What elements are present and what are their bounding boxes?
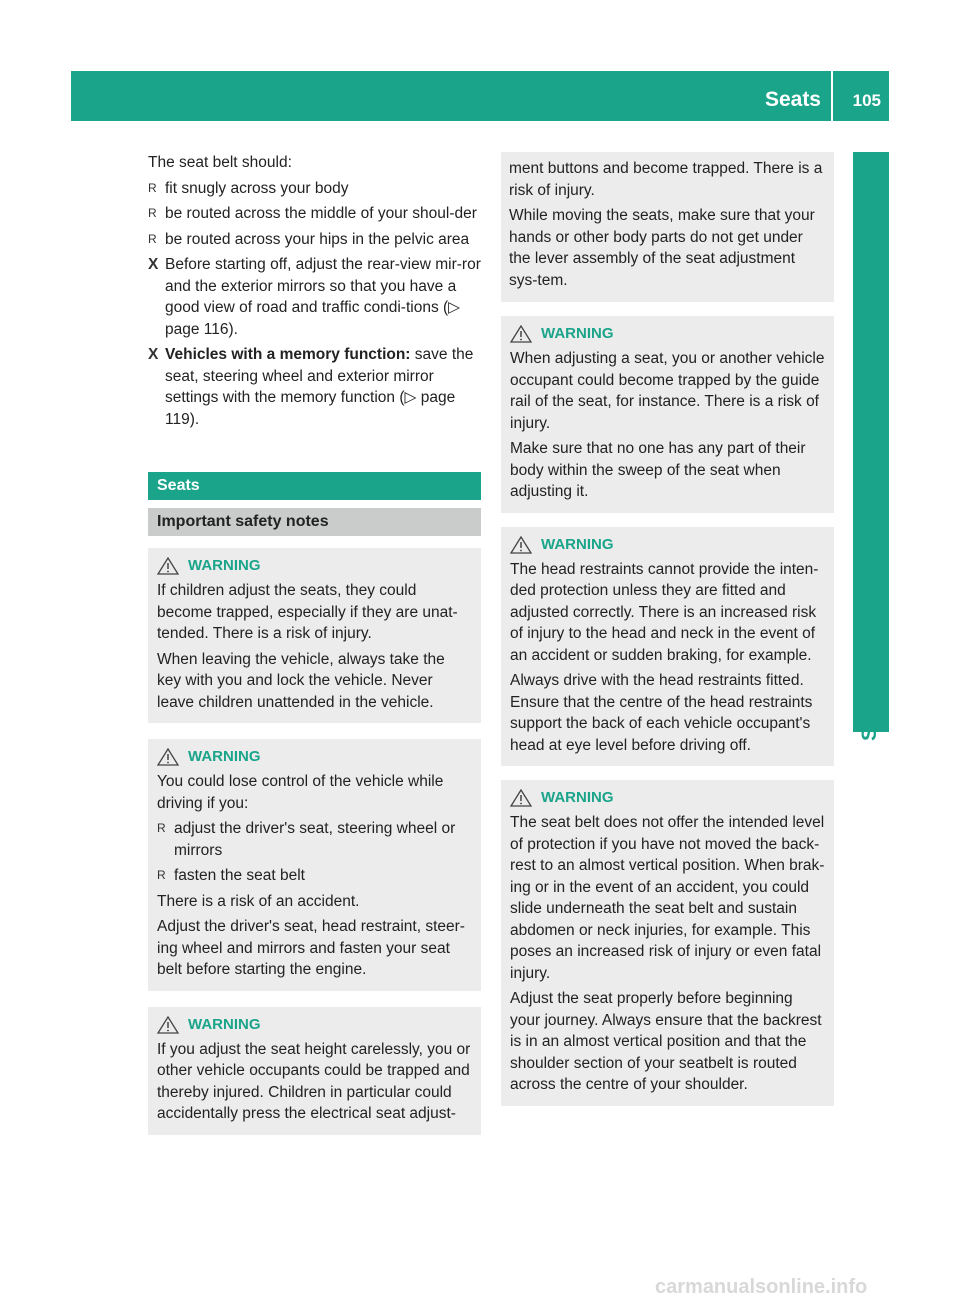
warning-title: WARNING — [188, 1015, 261, 1033]
header-bar — [71, 71, 889, 121]
header-divider — [831, 71, 833, 121]
belt-list — [148, 178, 481, 251]
warning-triangle-icon — [157, 1016, 179, 1034]
warning-triangle-icon — [510, 325, 532, 343]
subsection-heading-safety: Important safety notes — [148, 508, 481, 536]
warning-triangle-icon — [157, 748, 179, 766]
step-arrow-icon: X — [148, 256, 159, 273]
warning-title: WARNING — [541, 789, 614, 807]
bullet-icon: R — [148, 206, 157, 220]
warning-title: WARNING — [188, 557, 261, 575]
watermark: carmanualsonline.info — [655, 1276, 868, 1298]
page-number: 105 — [852, 91, 881, 110]
warning-title: WARNING — [188, 748, 261, 766]
warning-title: WARNING — [541, 325, 614, 343]
bullet-icon: R — [157, 821, 166, 835]
warning-triangle-icon — [157, 557, 179, 575]
warning-box: WARNING You could lose control of the vehicle while driving if you: R adjust the driver's seat, steering wheel or mirrors R fasten the seat belt There is a risk of an accident. Adjust the driver's seat, head restraint, steer-ing wheel and mirrors and fasten your seat belt before starting the engine. — [148, 739, 481, 991]
warning-box: WARNING When adjusting a seat, you or another vehicle occupant could become trapped by the guide rail of the seat, for instance. There is a risk of injury. Make sure that no one has any part of their body within the sweep of the seat when adjusting it. — [501, 316, 834, 513]
warning-triangle-icon — [510, 536, 532, 554]
bullet-icon: R — [148, 231, 157, 246]
warning-continuation: ment buttons and become trapped. There is a risk of injury. While moving the seats, make sure that your hands or other body parts do not get under the lever assembly of the seat adjustment sys-tem. — [501, 152, 834, 302]
list-item: R fit snugly across your body — [148, 178, 481, 200]
warning-box: WARNING The head restraints cannot provide the inten-ded protection unless they are fitted and adjusted correctly. There is an increased risk of injury to the head and neck in the event of an accident or sudden braking, for example. Always drive with the head restraints fitted. Ensure that the centre of the head restraints support the back of each vehicle occupant's head at eye level before driving off. — [501, 527, 834, 767]
header-section-title: Seats — [764, 88, 821, 111]
warning-box: WARNING If children adjust the seats, they could become trapped, especially if they are unat-tended. There is a risk of injury. When leaving the vehicle, always take the key with you and lock the vehicle. Never leave children unattended in the vehicle. — [148, 548, 481, 723]
right-column — [501, 152, 834, 1106]
left-column — [148, 152, 481, 1135]
list-item: R adjust the driver's seat, steering wheel or mirrors — [157, 820, 456, 859]
belt-intro: The seat belt should: — [148, 154, 292, 171]
bullet-icon: R — [148, 180, 157, 195]
warning-triangle-icon — [510, 789, 532, 807]
list-item: R fasten the seat belt — [157, 865, 473, 887]
warning-box: WARNING The seat belt does not offer the intended level of protection if you have not moved the back-rest to an almost vertical position. When brak-ing or in the event of an accident, you could slide underneath the seat belt and sustain abdomen or neck injuries, for example. This poses an increased risk of injury or even fatal injury. Adjust the seat properly before beginning your journey. Always ensure that the backrest is in an almost vertical position and that the shoulder section of your seatbelt is routed across the centre of your shoulder. — [501, 780, 834, 1106]
bullet-icon: R — [157, 868, 166, 882]
step-arrow-icon: X — [148, 346, 159, 363]
warning-title: WARNING — [541, 535, 614, 553]
step-list — [148, 254, 481, 430]
side-tab-label-text: Seats, steering wheel and mirrors — [858, 404, 881, 741]
step-item: X Before starting off, adjust the rear-view mir-ror and the exterior mirrors so that you have a good view of road and traffic condi-tions (▷ page 116). — [148, 256, 481, 338]
warning-box: WARNING If you adjust the seat height carelessly, you or other vehicle occupants could be trapped and thereby injured. Children in particular could accidentally press the electrical seat adjust- — [148, 1007, 481, 1135]
list-item: R be routed across your hips in the pelvic area — [148, 229, 481, 251]
section-heading-seats: Seats — [148, 472, 481, 500]
list-item: R be routed across the middle of your shoul-der — [148, 203, 481, 225]
step-item: X Vehicles with a memory function: save the seat, steering wheel and exterior mirror settings with the memory function (▷ page 119). — [148, 346, 474, 428]
